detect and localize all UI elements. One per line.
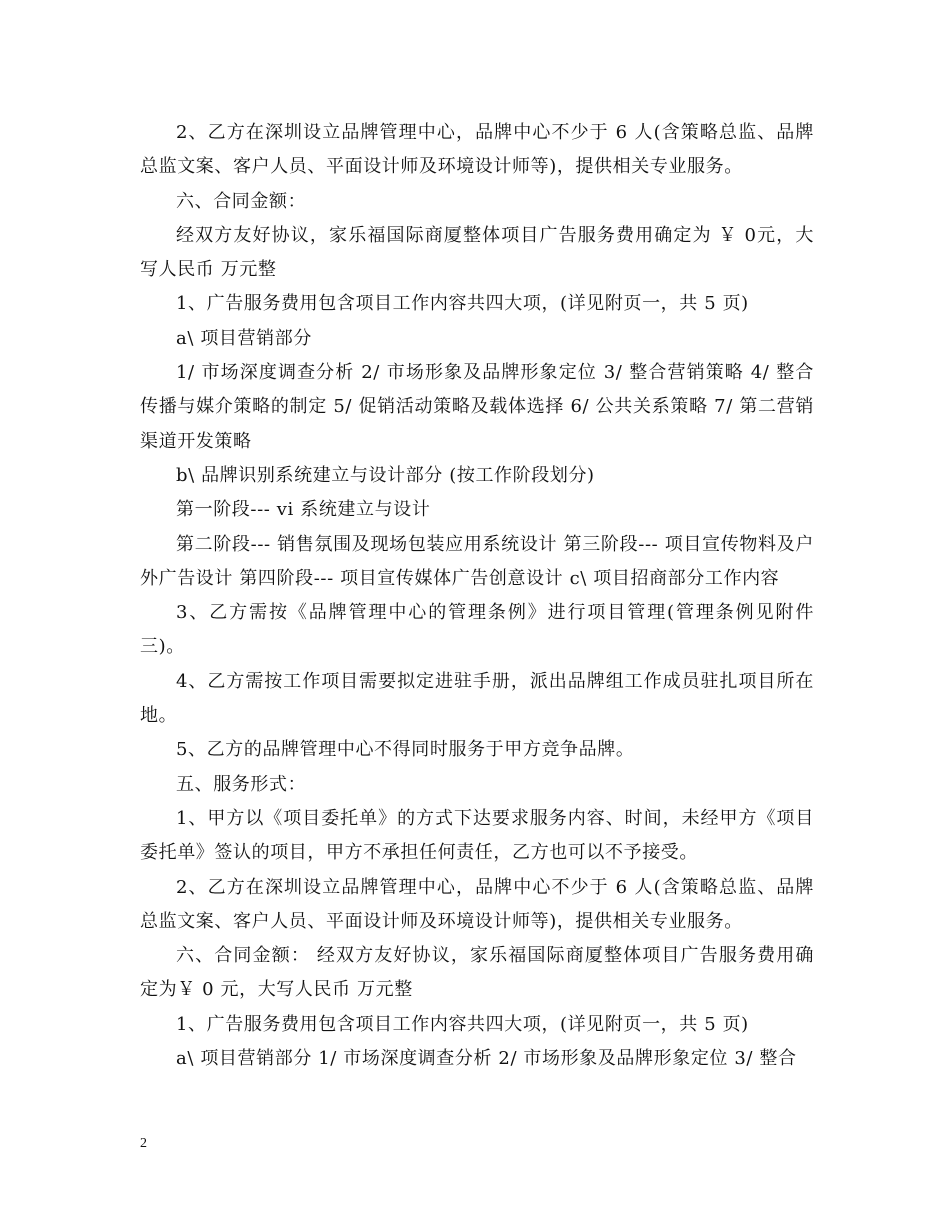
paragraph-17: 1、广告服务费用包含项目工作内容共四大项，(详见附页一，共 5 页) xyxy=(176,1013,749,1035)
paragraph-12: 5、乙方的品牌管理中心不得同时服务于甲方竞争品牌。 xyxy=(176,739,635,761)
paragraph-18: a\ 项目营销部分 1/ 市场深度调查分析 2/ 市场形象及品牌形象定位 3/ 整合 xyxy=(176,1048,797,1070)
paragraph-11: 4、乙方需按工作项目需要拟定进驻手册，派出品牌组工作成员驻扎项目所在地。 xyxy=(140,670,814,727)
paragraph-15: 2、乙方在深圳设立品牌管理中心，品牌中心不少于 6 人(含策略总监、品牌总监文案、客户人员、平面设计师及环境设计师等)，提供相关专业服务。 xyxy=(140,876,814,932)
paragraph-7: b\ 品牌识别系统建立与设计部分 (按工作阶段划分) xyxy=(176,464,595,486)
section-heading-service-form: 五、服务形式： xyxy=(176,773,307,795)
paragraph-5: a\ 项目营销部分 xyxy=(176,327,312,349)
paragraph-14: 1、甲方以《项目委托单》的方式下达要求服务内容、时间，未经甲方《项目委托单》签认的项目，甲方不承担任何责任，乙方也可以不予接受。 xyxy=(140,807,814,864)
paragraph-10: 3、乙方需按《品牌管理中心的管理条例》进行项目管理(管理条例见附件三)。 xyxy=(140,602,814,658)
page-number: 2 xyxy=(140,1136,147,1151)
paragraph-4: 1、广告服务费用包含项目工作内容共四大项，(详见附页一，共 5 页) xyxy=(176,293,749,315)
section-heading-contract-amount: 六、合同金额： xyxy=(176,190,307,212)
paragraph-8: 第一阶段--- vi 系统建立与设计 xyxy=(176,499,431,521)
paragraph-16: 六、合同金额： 经双方友好协议，家乐福国际商厦整体项目广告服务费用确定为￥ 0 元，大写人民币 万元整 xyxy=(140,945,814,1001)
document-body xyxy=(140,116,814,1076)
paragraph-3: 经双方友好协议，家乐福国际商厦整体项目广告服务费用确定为 ￥ 0元，大写人民币 万元整 xyxy=(140,224,814,281)
paragraph-6: 1/ 市场深度调查分析 2/ 市场形象及品牌形象定位 3/ 整合营销策略 4/ 整合传播与媒介策略的制定 5/ 促销活动策略及载体选择 6/ 公共关系策略 7/ 第二营销渠道开发策略 xyxy=(140,362,814,452)
paragraph-9: 第二阶段--- 销售氛围及现场包装应用系统设计 第三阶段--- 项目宣传物料及户外广告设计 第四阶段--- 项目宣传媒体广告创意设计 c\ 项目招商部分工作内容 xyxy=(140,533,814,589)
paragraph-1: 2、乙方在深圳设立品牌管理中心，品牌中心不少于 6 人(含策略总监、品牌总监文案、客户人员、平面设计师及环境设计师等)，提供相关专业服务。 xyxy=(140,122,814,178)
